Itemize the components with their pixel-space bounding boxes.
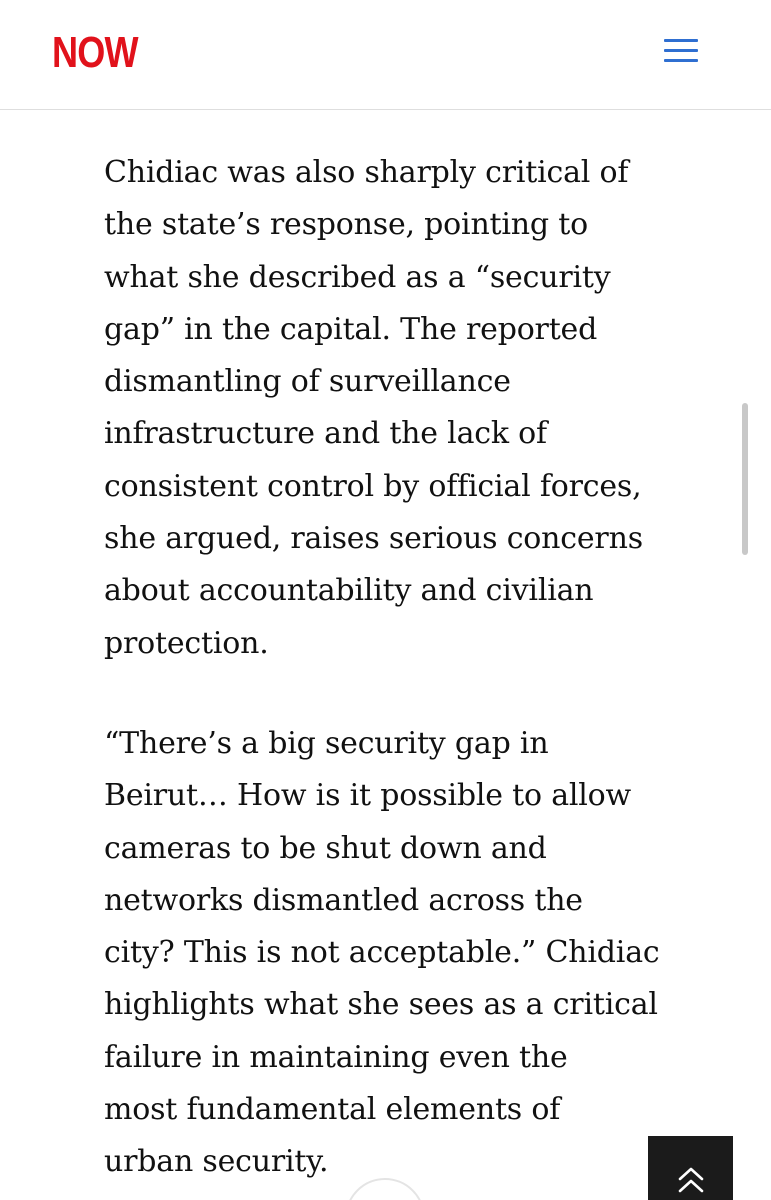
double-chevron-up-icon [676,1166,706,1194]
menu-bar-middle [664,49,698,52]
back-to-top-button[interactable] [648,1136,733,1200]
paragraph-line: Beirut… How is it possible to allow [104,778,632,814]
paragraph-line: about accountability and civilian [104,573,594,609]
paragraph-line: what she described as a “security [104,259,611,295]
site-logo[interactable]: NOW [52,28,138,77]
menu-bar-bottom [664,59,698,62]
hamburger-menu-icon[interactable] [662,36,700,66]
paragraph-line: “There’s a big security gap in [104,725,549,761]
paragraph-line: the state’s response, pointing to [104,207,588,243]
paragraph-line: networks dismantled across the [104,882,583,918]
article-paragraph-2 [104,718,679,1189]
paragraph-line: cameras to be shut down and [104,830,547,866]
paragraph-line: infrastructure and the lack of [104,416,547,452]
article-paragraph-1 [104,147,679,670]
paragraph-line: most fundamental elements of [104,1092,561,1128]
menu-bar-top [664,39,698,42]
scrollbar-thumb[interactable] [742,403,748,555]
article-body [104,147,679,1200]
paragraph-line: city? This is not acceptable.” Chidiac [104,935,660,971]
paragraph-line: highlights what she sees as a critical [104,987,658,1023]
paragraph-line: consistent control by official forces, [104,468,642,504]
paragraph-line: dismantling of surveillance [104,364,511,400]
site-header [0,0,771,110]
paragraph-line: Chidiac was also sharply critical of [104,155,629,190]
paragraph-line: protection. [104,625,269,661]
paragraph-line: failure in maintaining even the [104,1039,568,1075]
paragraph-line: she argued, raises serious concerns [104,521,643,557]
paragraph-line: gap” in the capital. The reported [104,311,598,347]
paragraph-line: urban security. [104,1144,329,1180]
